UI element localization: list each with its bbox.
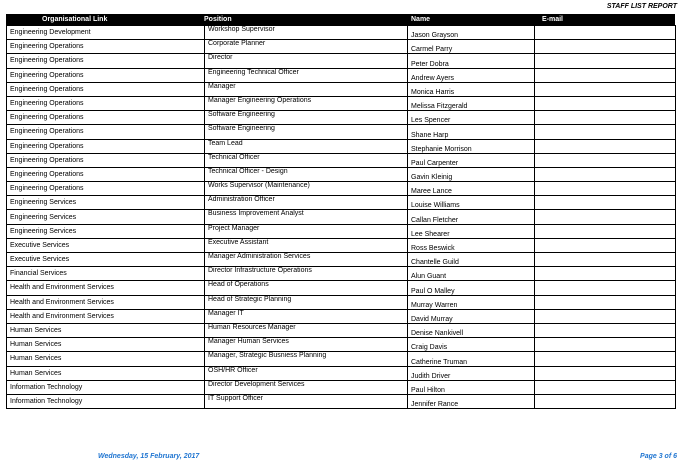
cell-org: Health and Environment Services <box>7 309 205 323</box>
cell-name: Callan Fletcher <box>408 210 535 224</box>
cell-name: David Murray <box>408 309 535 323</box>
table-row <box>7 366 676 380</box>
cell-org: Engineering Development <box>7 26 205 40</box>
cell-position: Director Development Services <box>205 380 408 394</box>
cell-org: Engineering Operations <box>7 68 205 82</box>
cell-name: Maree Lance <box>408 182 535 196</box>
cell-name: Catherine Truman <box>408 352 535 366</box>
cell-email <box>535 352 676 366</box>
column-header-position: Position <box>204 16 232 23</box>
cell-org: Engineering Operations <box>7 54 205 68</box>
cell-email <box>535 196 676 210</box>
cell-position: Administration Officer <box>205 196 408 210</box>
staff-table-body <box>7 26 676 409</box>
cell-org: Health and Environment Services <box>7 281 205 295</box>
cell-name: Craig Davis <box>408 338 535 352</box>
cell-email <box>535 54 676 68</box>
cell-email <box>535 267 676 281</box>
cell-position: Director Infrastructure Operations <box>205 267 408 281</box>
cell-position: Manager, Strategic Busniess Planning <box>205 352 408 366</box>
cell-org: Engineering Services <box>7 224 205 238</box>
cell-name: Paul Carpenter <box>408 153 535 167</box>
table-row <box>7 96 676 110</box>
cell-position: Manager Human Services <box>205 338 408 352</box>
cell-org: Engineering Operations <box>7 153 205 167</box>
cell-name: Alun Guant <box>408 267 535 281</box>
cell-email <box>535 96 676 110</box>
cell-position: Manager Engineering Operations <box>205 96 408 110</box>
cell-position: Corporate Planner <box>205 40 408 54</box>
cell-email <box>535 309 676 323</box>
cell-email <box>535 295 676 309</box>
table-row <box>7 153 676 167</box>
cell-org: Health and Environment Services <box>7 295 205 309</box>
cell-position: Technical Officer <box>205 153 408 167</box>
cell-email <box>535 380 676 394</box>
cell-name: Paul Hilton <box>408 380 535 394</box>
cell-name: Gavin Kleinig <box>408 167 535 181</box>
cell-position: Director <box>205 54 408 68</box>
cell-email <box>535 153 676 167</box>
cell-org: Human Services <box>7 366 205 380</box>
cell-org: Information Technology <box>7 394 205 408</box>
cell-name: Judith Driver <box>408 366 535 380</box>
column-header-org: Organisational Link <box>42 16 108 23</box>
table-row <box>7 26 676 40</box>
staff-table <box>6 25 676 409</box>
table-row <box>7 40 676 54</box>
cell-name: Stephanie Morrison <box>408 139 535 153</box>
cell-position: Manager <box>205 82 408 96</box>
cell-email <box>535 224 676 238</box>
cell-email <box>535 40 676 54</box>
column-header-name: Name <box>411 16 431 23</box>
table-row <box>7 139 676 153</box>
table-row <box>7 68 676 82</box>
cell-email <box>535 68 676 82</box>
cell-email <box>535 139 676 153</box>
cell-email <box>535 238 676 252</box>
cell-position: Head of Strategic Planning <box>205 295 408 309</box>
table-row <box>7 394 676 408</box>
column-header-email: E-mail <box>542 16 564 23</box>
cell-position: Technical Officer - Design <box>205 167 408 181</box>
cell-name: Ross Beswick <box>408 238 535 252</box>
table-row <box>7 309 676 323</box>
cell-org: Executive Services <box>7 253 205 267</box>
cell-position: Works Supervisor (Maintenance) <box>205 182 408 196</box>
cell-org: Engineering Operations <box>7 139 205 153</box>
cell-name: Paul O Malley <box>408 281 535 295</box>
cell-email <box>535 366 676 380</box>
table-row <box>7 167 676 181</box>
cell-name: Denise Nankivell <box>408 323 535 337</box>
table-row <box>7 111 676 125</box>
footer-page-number: Page 3 of 6 <box>640 453 677 460</box>
table-header <box>6 14 675 25</box>
cell-email <box>535 323 676 337</box>
cell-position: Engineering Technical Officer <box>205 68 408 82</box>
cell-email <box>535 394 676 408</box>
cell-name: Jason Grayson <box>408 26 535 40</box>
table-row <box>7 182 676 196</box>
report-title: STAFF LIST REPORT <box>606 3 677 10</box>
table-row <box>7 338 676 352</box>
cell-org: Executive Services <box>7 238 205 252</box>
cell-name: Shane Harp <box>408 125 535 139</box>
cell-org: Financial Services <box>7 267 205 281</box>
cell-position: Team Lead <box>205 139 408 153</box>
cell-org: Engineering Operations <box>7 182 205 196</box>
cell-name: Louise Williams <box>408 196 535 210</box>
table-row <box>7 323 676 337</box>
cell-org: Engineering Operations <box>7 125 205 139</box>
cell-name: Les Spencer <box>408 111 535 125</box>
staff-list-sheet <box>6 14 675 409</box>
cell-email <box>535 111 676 125</box>
footer-date: Wednesday, 15 February, 2017 <box>98 453 200 460</box>
table-row <box>7 281 676 295</box>
cell-org: Engineering Operations <box>7 167 205 181</box>
cell-position: IT Support Officer <box>205 394 408 408</box>
cell-name: Melissa Fitzgerald <box>408 96 535 110</box>
cell-name: Jennifer Rance <box>408 394 535 408</box>
table-row <box>7 295 676 309</box>
cell-name: Lee Shearer <box>408 224 535 238</box>
cell-name: Carmel Parry <box>408 40 535 54</box>
cell-position: Project Manager <box>205 224 408 238</box>
cell-position: Human Resources Manager <box>205 323 408 337</box>
cell-position: Manager Administration Services <box>205 253 408 267</box>
cell-org: Information Technology <box>7 380 205 394</box>
cell-position: Head of Operations <box>205 281 408 295</box>
cell-email <box>535 253 676 267</box>
table-row <box>7 125 676 139</box>
cell-email <box>535 82 676 96</box>
cell-position: Executive Assistant <box>205 238 408 252</box>
cell-org: Engineering Operations <box>7 82 205 96</box>
cell-org: Human Services <box>7 352 205 366</box>
table-row <box>7 82 676 96</box>
cell-email <box>535 210 676 224</box>
table-row <box>7 380 676 394</box>
table-row <box>7 196 676 210</box>
table-row <box>7 210 676 224</box>
cell-name: Peter Dobra <box>408 54 535 68</box>
table-row <box>7 224 676 238</box>
cell-org: Engineering Services <box>7 210 205 224</box>
cell-org: Engineering Operations <box>7 111 205 125</box>
table-row <box>7 267 676 281</box>
cell-email <box>535 338 676 352</box>
cell-org: Human Services <box>7 323 205 337</box>
table-row <box>7 54 676 68</box>
cell-name: Andrew Ayers <box>408 68 535 82</box>
cell-position: Software Engineering <box>205 125 408 139</box>
cell-email <box>535 167 676 181</box>
cell-position: Workshop Supervisor <box>205 26 408 40</box>
cell-org: Engineering Services <box>7 196 205 210</box>
cell-org: Human Services <box>7 338 205 352</box>
cell-position: Software Engineering <box>205 111 408 125</box>
cell-position: OSH/HR Officer <box>205 366 408 380</box>
cell-email <box>535 26 676 40</box>
table-row <box>7 238 676 252</box>
cell-org: Engineering Operations <box>7 96 205 110</box>
cell-name: Monica Harris <box>408 82 535 96</box>
cell-name: Murray Warren <box>408 295 535 309</box>
cell-position: Manager IT <box>205 309 408 323</box>
table-row <box>7 253 676 267</box>
cell-name: Chantelle Guild <box>408 253 535 267</box>
table-row <box>7 352 676 366</box>
cell-email <box>535 182 676 196</box>
cell-email <box>535 281 676 295</box>
cell-org: Engineering Operations <box>7 40 205 54</box>
cell-position: Business Improvement Analyst <box>205 210 408 224</box>
cell-email <box>535 125 676 139</box>
